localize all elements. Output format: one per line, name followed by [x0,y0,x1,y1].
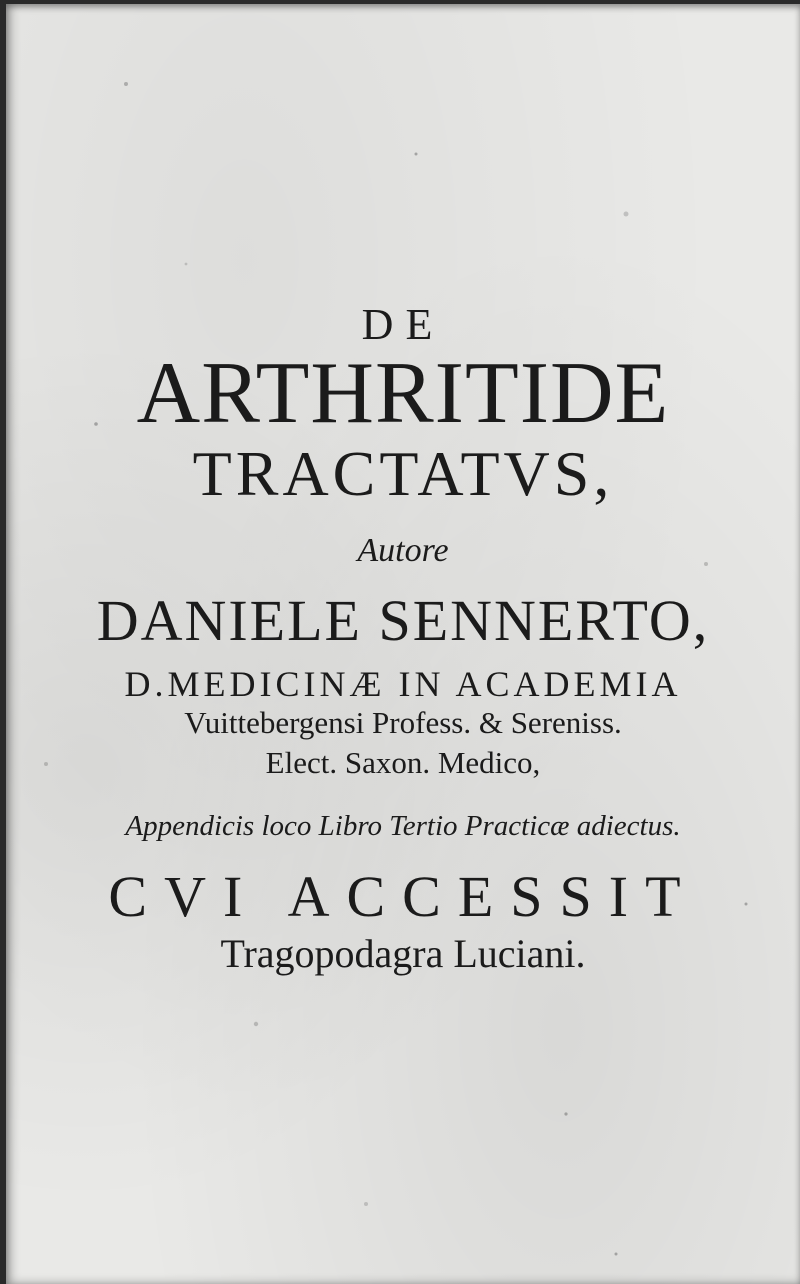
appendix-note: Appendicis loco Libro Tertio Practicæ adiectus. [125,810,681,842]
title-de: DE [361,300,445,349]
author-position: Elect. Saxon. Medico, [265,745,541,780]
book-page [6,4,800,1284]
tragopodagra-title: Tragopodagra Luciani. [220,931,586,976]
cui-accessit: CVI ACCESSIT [108,864,698,929]
author-affiliation: Vuittebergensi Profess. & Sereniss. [184,705,622,740]
title-arthritide: ARTHRITIDE [136,345,670,442]
author-title: D.MEDICINÆ IN ACADEMIA [124,664,682,704]
author-name: DANIELE SENNERTO, [96,588,710,653]
title-tractatus: TRACTATVS, [192,438,614,509]
autore-label: Autore [357,532,449,569]
